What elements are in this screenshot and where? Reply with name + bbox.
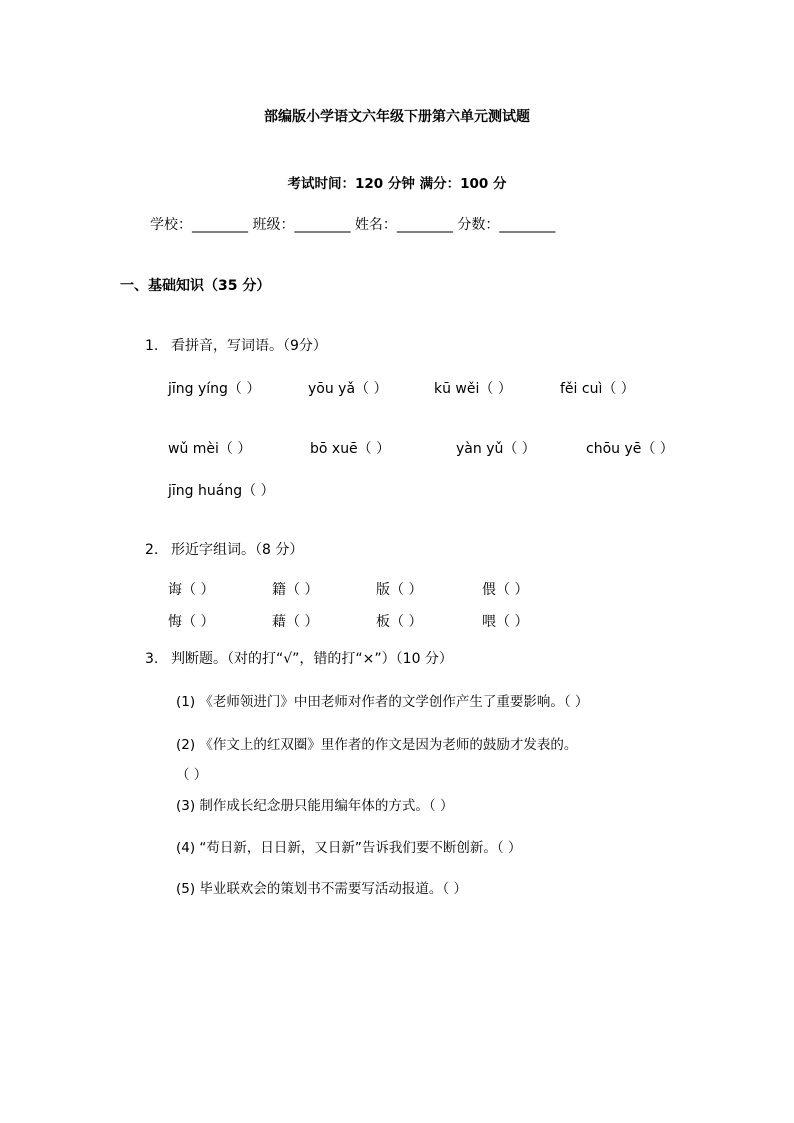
pinyin-row-3 <box>168 480 275 500</box>
char-row-1 <box>168 579 528 599</box>
question-2 <box>145 539 303 559</box>
pinyin-item: kū wěi（ ） <box>434 381 512 397</box>
pinyin-item: fěi cuì（ ） <box>560 381 635 397</box>
pinyin-row-1 <box>168 378 635 398</box>
pinyin-item: chōu yē（ ） <box>586 441 674 457</box>
question-number: 2. <box>145 542 159 558</box>
question-number: 1. <box>145 338 159 354</box>
question-text: 形近字组词。（8 分） <box>171 542 304 558</box>
char-item: 板（ ） <box>376 614 423 630</box>
pinyin-row-2 <box>168 438 674 458</box>
pinyin-item: wǔ mèi（ ） <box>168 441 252 457</box>
char-item: 悔（ ） <box>168 614 215 630</box>
pinyin-item: jīng yíng（ ） <box>168 381 261 397</box>
document-title: 部编版小学语文六年级下册第六单元测试题 <box>264 109 530 125</box>
exam-time-and-score: 考试时间：120 分钟 满分：100 分 <box>287 176 507 192</box>
judgement-item-blank: （ ） <box>176 767 208 783</box>
char-item: 籍（ ） <box>272 582 319 598</box>
student-info-line: 学校：________ 班级：________ 姓名：________ 分数：________ <box>150 217 556 233</box>
judgement-item: (5) 毕业联欢会的策划书不需要写活动报道。（ ） <box>176 881 467 897</box>
judgement-item: (1) 《老师领进门》中田老师对作者的文学创作产生了重要影响。（ ） <box>176 694 589 710</box>
char-item: 喂（ ） <box>482 614 529 630</box>
char-item: 版（ ） <box>376 582 423 598</box>
pinyin-item: bō xuē（ ） <box>310 441 391 457</box>
question-3 <box>145 648 453 668</box>
judgement-item: (2) 《作文上的红双圈》里作者的作文是因为老师的鼓励才发表的。 <box>176 737 578 753</box>
char-item: 诲（ ） <box>168 582 215 598</box>
pinyin-item: yàn yǔ（ ） <box>456 441 536 457</box>
judgement-item: (4) “苟日新，日日新，又日新”告诉我们要不断创新。（ ） <box>176 840 522 856</box>
char-item: 偎（ ） <box>482 582 529 598</box>
pinyin-item: jīng huáng（ ） <box>168 483 275 499</box>
char-row-2 <box>168 611 528 631</box>
question-1 <box>145 335 327 355</box>
question-text: 判断题。（对的打“√”，错的打“×”）（10 分） <box>171 651 453 667</box>
question-number: 3. <box>145 651 159 667</box>
question-text: 看拼音，写词语。（9分） <box>171 338 327 354</box>
char-item: 藉（ ） <box>272 614 319 630</box>
judgement-item: (3) 制作成长纪念册只能用编年体的方式。（ ） <box>176 798 454 814</box>
pinyin-item: yōu yǎ（ ） <box>308 381 388 397</box>
section-heading-basic-knowledge: 一、基础知识（35 分） <box>120 278 271 294</box>
